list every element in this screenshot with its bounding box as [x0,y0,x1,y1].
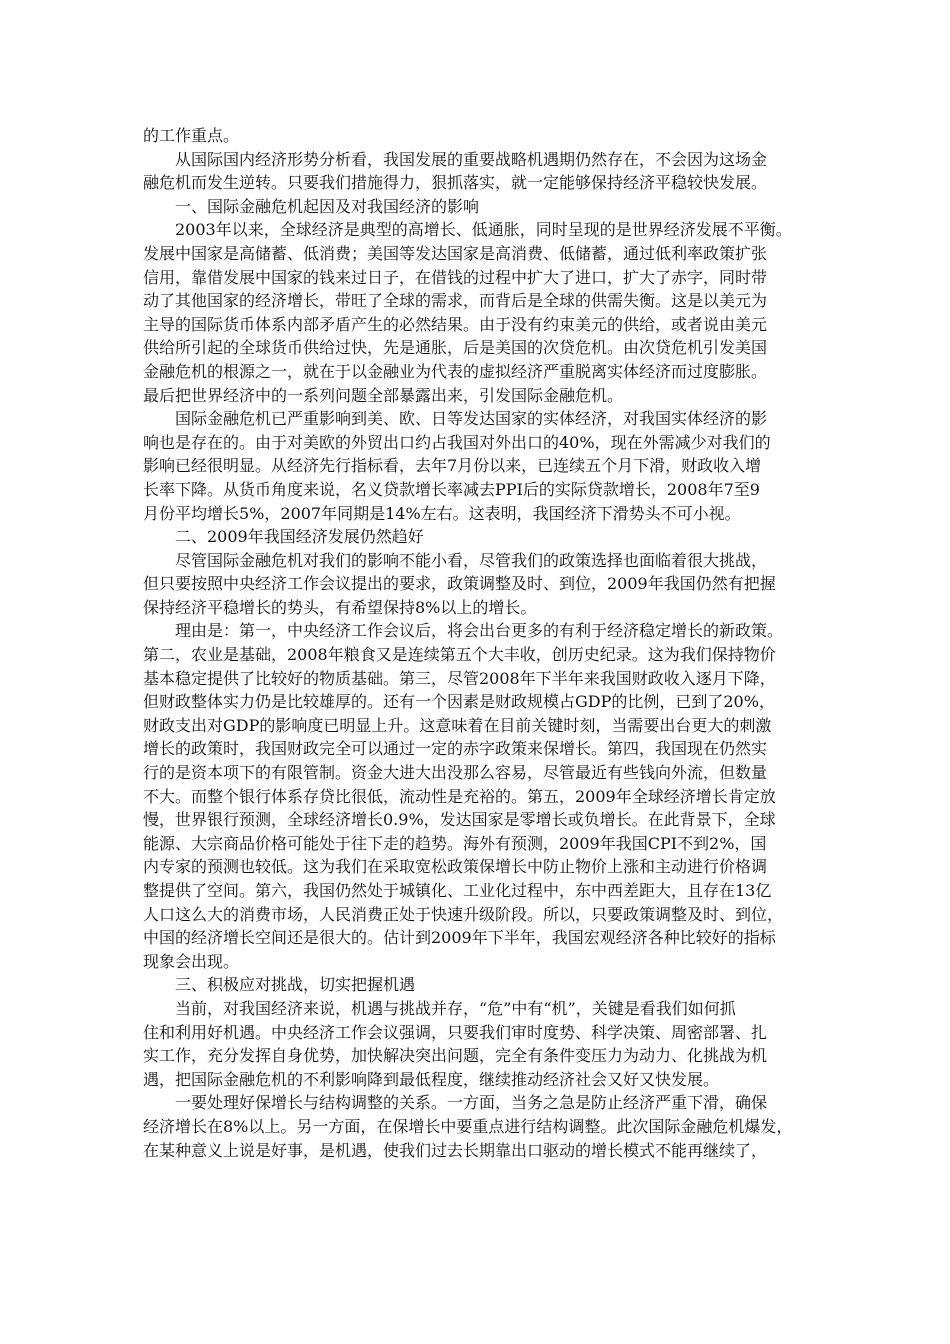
text-line: 的工作重点。 [143,126,240,145]
text-line: 但财政整体实力仍是比较雄厚的。还有一个因素是财政规模占GDP的比例，已到了20%， [143,692,775,712]
text-line: 信用，靠借发展中国家的钱来过日子，在借钱的过程中扩大了进口，扩大了赤字，同时带 [143,267,768,287]
paragraph [143,973,823,997]
paragraph [143,218,823,407]
text-line: 长率下降。从货币角度来说，名义贷款增长率减去PPI后的实际贷款增长，2008年7至9 [143,479,760,499]
text-line: 能源、大宗商品价格可能处于往下走的趋势。海外有预测，2009年我国CPI不到2%，国 [143,833,767,853]
paragraph [143,195,823,219]
text-line: 遇，把国际金融危机的不利影响降到最低程度，继续推动经济社会又好又快发展。 [143,1069,720,1089]
text-line: 主导的国际货币体系内部矛盾产生的必然结果。由于没有约束美元的供给，或者说由美元 [143,314,768,334]
text-line: 理由是：第一，中央经济工作会议后，将会出台更多的有利于经济稳定增长的新政策。 [175,621,784,641]
text-line: 动了其他国家的经济增长，带旺了全球的需求，而背后是全球的供需失衡。这是以美元为 [143,291,768,311]
text-line: 金融危机的根源之一，就在于以金融业为代表的虚拟经济严重脱离实体经济而过度膨胀。 [143,361,768,381]
text-line: 国际金融危机已严重影响到美、欧、日等发达国家的实体经济，对我国实体经济的影 [175,409,768,429]
text-line: 但只要按照中央经济工作会议提出的要求，政策调整及时、到位，2009年我国仍然有把握 [143,574,776,594]
text-line: 不大。而整个银行体系存贷比很低，流动性是充裕的。第五，2009年全球经济增长肯定放 [143,786,776,806]
text-line: 一要处理好保增长与结构调整的关系。一方面，当务之急是防止经济严重下滑，确保 [175,1093,768,1113]
paragraph [143,619,823,973]
text-line: 中国的经济增长空间还是很大的。估计到2009年下半年，我国宏观经济各种比较好的指标 [143,928,776,948]
paragraph [143,148,823,195]
text-line: 供给所引起的全球货币供给过快，先是通胀，后是美国的次贷危机。由次贷危机引发美国 [143,338,768,358]
text-line: 在某种意义上说是好事，是机遇，使我们过去长期靠出口驱动的增长模式不能再继续了， [143,1140,768,1160]
text-line: 响也是存在的。由于对美欧的外贸出口约占我国对外出口的40%，现在外需减少对我们的 [143,432,771,452]
text-line: 实工作，充分发挥自身优势，加快解决突出问题，完全有条件变压力为动力、化挑战为机 [143,1046,768,1066]
text-line: 融危机而发生逆转。只要我们措施得力，狠抓落实，就一定能够保持经济平稳较快发展。 [143,173,768,193]
text-line: 一、国际金融危机起因及对我国经济的影响 [175,196,480,216]
text-line: 二、2009年我国经济发展仍然趋好 [175,527,424,547]
text-line: 三、积极应对挑战，切实把握机遇 [175,975,416,995]
text-line: 整提供了空间。第六，我国仍然处于城镇化、工业化过程中，东中西差距大，且存在13亿 [143,881,772,900]
text-line: 发展中国家是高储蓄、低消费；美国等发达国家是高消费、低储蓄，通过低利率政策扩张 [143,243,768,263]
document-body [143,124,823,1162]
text-line: 保持经济平稳增长的势头，有希望保持8%以上的增长。 [143,597,537,617]
text-line: 增长的政策时，我国财政完全可以通过一定的赤字政策来保增长。第四，我国现在仍然实 [143,739,768,759]
text-line: 内专家的预测也较低。这为我们在采取宽松政策保增长中防止物价上涨和主动进行价格调 [143,857,768,877]
text-line: 基本稳定提供了比较好的物质基础。第三，尽管2008年下半年来我国财政收入逐月下降， [143,668,776,688]
text-line: 人口这么大的消费市场，人民消费正处于快速升级阶段。所以，只要政策调整及时、到位， [143,904,784,924]
paragraph [143,407,823,525]
text-line: 影响已经很明显。从经济先行指标看，去年7月份以来，已连续五个月下滑，财政收入增 [143,456,762,476]
text-line: 第二，农业是基础，2008年粮食又是连续第五个大丰收，创历史纪录。这为我们保持物价 [143,645,776,665]
paragraph [143,997,823,1091]
text-line: 从国际国内经济形势分析看，我国发展的重要战略机遇期仍然存在，不会因为这场金 [175,149,768,169]
paragraph [143,525,823,549]
text-line: 尽管国际金融危机对我们的影响不能小看，尽管我们的政策选择也面临着很大挑战， [175,550,768,570]
text-line: 2003年以来，全球经济是典型的高增长、低通胀，同时呈现的是世界经济发展不平衡。 [175,220,792,240]
text-line: 住和利用好机遇。中央经济工作会议强调，只要我们审时度势、科学决策、周密部署、扎 [143,1022,768,1042]
text-line: 财政支出对GDP的影响度已明显上升。这意味着在目前关键时刻，当需要出台更大的刺激 [143,715,772,735]
text-line: 慢，世界银行预测，全球经济增长0.9%，发达国家是零增长或负增长。在此背景下，全球 [143,810,776,830]
text-line: 最后把世界经济中的一系列问题全部暴露出来，引发国际金融危机。 [143,385,624,405]
paragraph [143,1091,823,1162]
text-line: 现象会出现。 [143,951,240,971]
text-line: 经济增长在8%以上。另一方面，在保增长中要重点进行结构调整。此次国际金融危机爆发， [143,1116,793,1136]
paragraph [143,124,823,148]
text-line: 月份平均增长5%，2007年同期是14%左右。这表明，我国经济下滑势头不可小视。 [143,503,741,523]
text-line: 行的是资本项下的有限管制。资金大进大出没那么容易，尽管最近有些钱向外流，但数量 [143,763,768,783]
text-line: 当前，对我国经济来说，机遇与挑战并存，“危”中有“机”，关键是看我们如何抓 [175,998,736,1018]
paragraph [143,549,823,620]
